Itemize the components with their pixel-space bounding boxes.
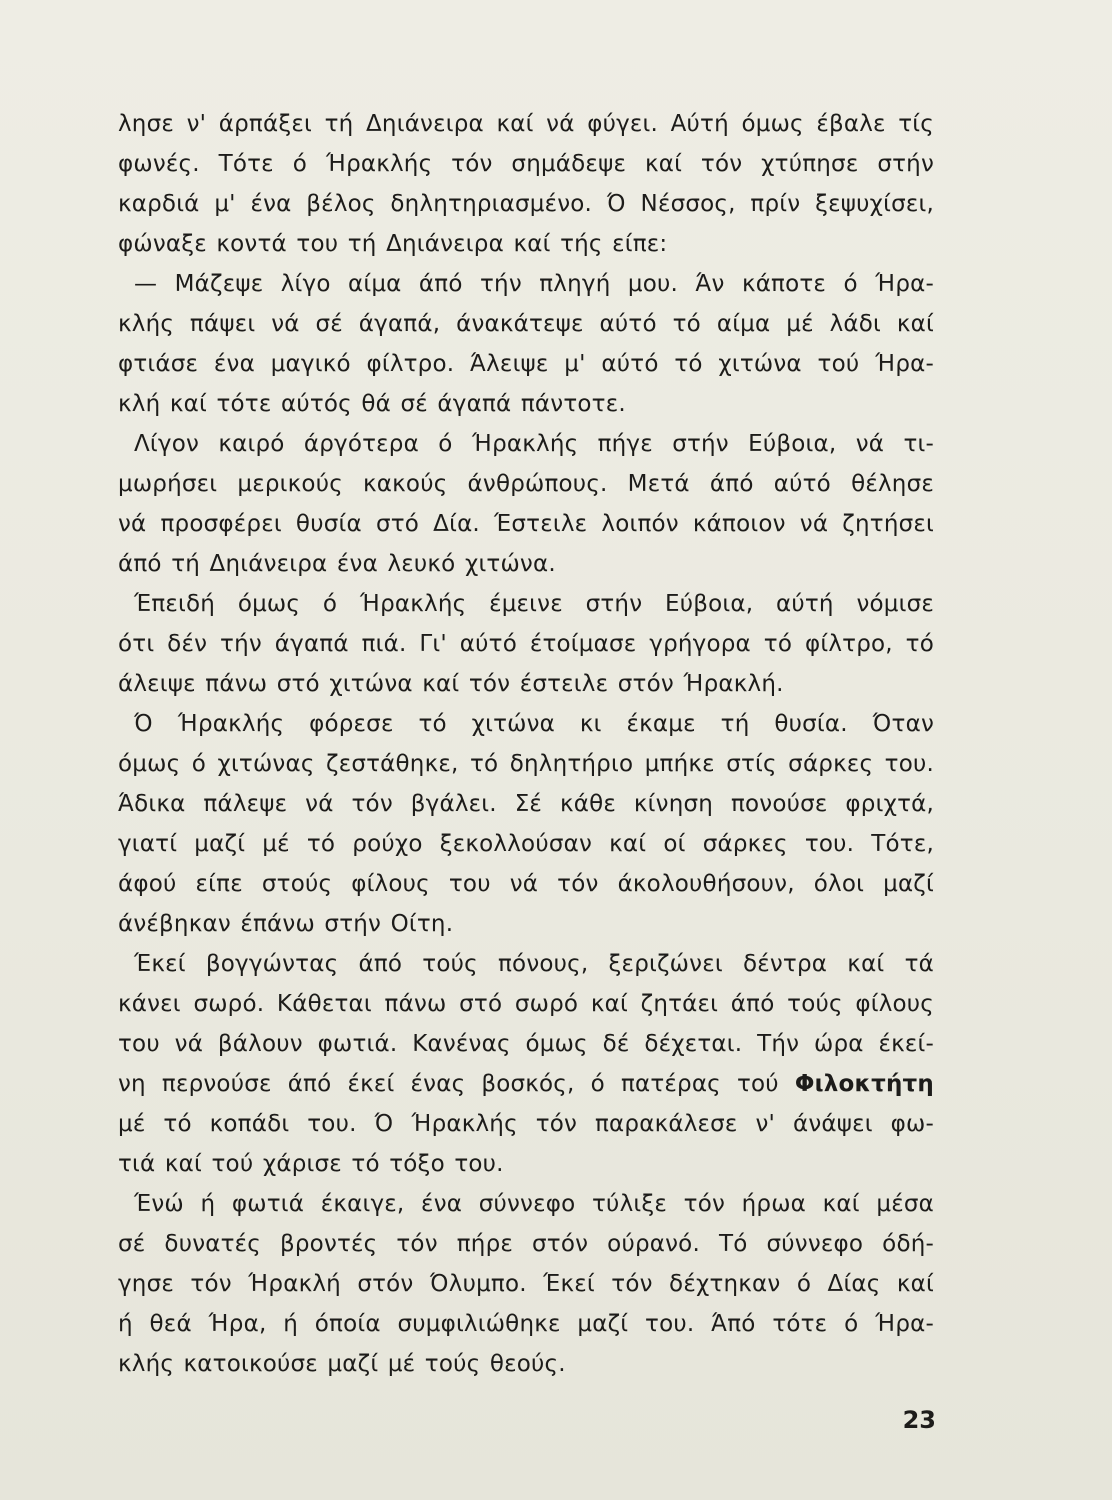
text-line: Λίγον καιρό άργότερα ό Ήρακλής πήγε στήν Εύβοια, νά τι-: [134, 431, 934, 457]
text-line: άπό τή Δηιάνειρα ένα λευκό χιτώνα.: [118, 551, 556, 577]
text-line: γιατί μαζί μέ τό ρούχο ξεκολλούσαν καί οί σάρκες του. Τότε,: [118, 831, 934, 857]
text-segment: νη περνούσε άπό έκεί ένας βοσκός, ό πατέρας τού: [118, 1071, 779, 1097]
text-line: άλειψε πάνω στό χιτώνα καί τόν έστειλε στόν Ήρακλή.: [118, 671, 784, 697]
text-line: νά προσφέρει θυσία στό Δία. Έστειλε λοιπόν κάποιον νά ζητήσει: [118, 511, 934, 537]
text-line: [118, 1064, 934, 1104]
text-line: σέ δυνατές βροντές τόν πήρε στόν ούρανό. Τό σύννεφο όδή-: [118, 1231, 934, 1257]
page-number: 23: [902, 1406, 936, 1434]
text-line: ή θεά Ήρα, ή όποία συμφιλιώθηκε μαζί του. Άπό τότε ό Ήρα-: [118, 1311, 934, 1337]
text-line: φτιάσε ένα μαγικό φίλτρο. Άλειψε μ' αύτό τό χιτώνα τού Ήρα-: [118, 351, 934, 377]
text-line: κλή καί τότε αύτός θά σέ άγαπά πάντοτε.: [118, 391, 626, 417]
text-line: Ένώ ή φωτιά έκαιγε, ένα σύννεφο τύλιξε τόν ήρωα καί μέσα: [134, 1191, 934, 1217]
text-line: κλής κατοικούσε μαζί μέ τούς θεούς.: [118, 1351, 566, 1377]
emphasis-name: Φιλοκτήτη: [794, 1071, 934, 1097]
text-line: Ό Ήρακλής φόρεσε τό χιτώνα κι έκαμε τή θυσία. Όταν: [134, 711, 934, 737]
text-line: Έκεί βογγώντας άπό τούς πόνους, ξεριζώνει δέντρα καί τά: [134, 951, 934, 977]
text-line: γησε τόν Ήρακλή στόν Όλυμπο. Έκεί τόν δέχτηκαν ό Δίας καί: [118, 1271, 934, 1297]
text-line: φωνές. Τότε ό Ήρακλής τόν σημάδεψε καί τόν χτύπησε στήν: [118, 151, 934, 177]
text-line: του νά βάλουν φωτιά. Κανένας όμως δέ δέχεται. Τήν ώρα έκεί-: [118, 1031, 934, 1057]
text-line: κλής πάψει νά σέ άγαπά, άνακάτεψε αύτό τό αίμα μέ λάδι καί: [118, 311, 934, 337]
text-line: μωρήσει μερικούς κακούς άνθρώπους. Μετά άπό αύτό θέλησε: [118, 471, 934, 497]
text-line: άφού είπε στούς φίλους του νά τόν άκολουθήσουν, όλοι μαζί: [118, 871, 934, 897]
text-line: καρδιά μ' ένα βέλος δηλητηριασμένο. Ό Νέσσος, πρίν ξεψυχίσει,: [118, 191, 934, 217]
text-line: Άδικα πάλεψε νά τόν βγάλει. Σέ κάθε κίνηση πονούσε φριχτά,: [118, 791, 934, 817]
body-text: [118, 104, 934, 1384]
text-line: λησε ν' άρπάξει τή Δηιάνειρα καί νά φύγει. Αύτή όμως έβαλε τίς: [118, 111, 934, 137]
text-line: φώναξε κοντά του τή Δηιάνειρα καί τής είπε:: [118, 231, 668, 257]
text-line: όμως ό χιτώνας ζεστάθηκε, τό δηλητήριο μπήκε στίς σάρκες του.: [118, 751, 934, 777]
text-line: μέ τό κοπάδι του. Ό Ήρακλής τόν παρακάλεσε ν' άνάψει φω-: [118, 1111, 934, 1137]
text-line: — Μάζεψε λίγο αίμα άπό τήν πληγή μου. Άν κάποτε ό Ήρα-: [134, 271, 934, 297]
text-line: τιά καί τού χάρισε τό τόξο του.: [118, 1151, 504, 1177]
text-line: κάνει σωρό. Κάθεται πάνω στό σωρό καί ζητάει άπό τούς φίλους: [118, 991, 934, 1017]
text-line: Έπειδή όμως ό Ήρακλής έμεινε στήν Εύβοια, αύτή νόμισε: [134, 591, 934, 617]
text-line: ότι δέν τήν άγαπά πιά. Γι' αύτό έτοίμασε γρήγορα τό φίλτρο, τό: [118, 631, 934, 657]
text-line: άνέβηκαν έπάνω στήν Οίτη.: [118, 911, 454, 937]
